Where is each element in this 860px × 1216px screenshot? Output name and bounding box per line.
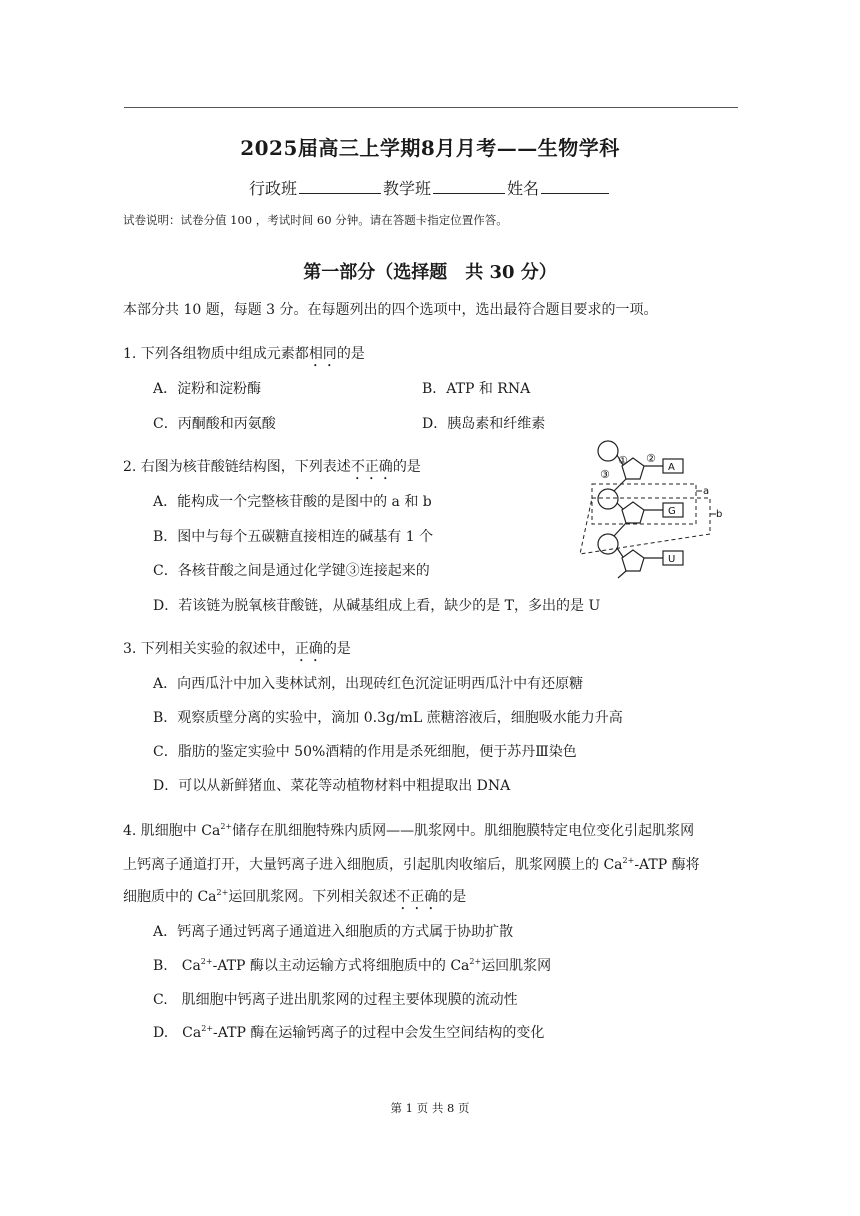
q1-option-c[interactable]: C．丙酮酸和丙氨酸: [153, 416, 276, 432]
q4-text: 储存在肌细胞特殊内质网——肌浆网中。肌细胞膜特定电位变化引起肌浆网: [232, 823, 695, 839]
q4-option-b[interactable]: [153, 955, 551, 975]
q3-option-c[interactable]: C．脂肪的鉴定实验中 50%酒精的作用是杀死细胞，便于苏丹Ⅲ染色: [153, 744, 577, 760]
base-label: A: [668, 462, 675, 473]
q2-option-a[interactable]: A．能构成一个完整核苷酸的是图中的 a 和 b: [153, 494, 432, 510]
superscript: 2+: [220, 822, 233, 831]
q2-option-c[interactable]: C．各核苷酸之间是通过化学键③连接起来的: [153, 563, 430, 579]
q3-option-a[interactable]: A．向西瓜汁中加入斐林试剂，出现砖红色沉淀证明西瓜汁中有还原糖: [153, 676, 584, 692]
phosphate-circle: [598, 489, 618, 509]
q1-option-b[interactable]: B．ATP 和 RNA: [422, 381, 531, 397]
q2-option-d[interactable]: D．若该链为脱氧核苷酸链，从碱基组成上看，缺少的是 T，多出的是 U: [153, 598, 601, 614]
admin-class-blank[interactable]: [299, 179, 381, 194]
q1-stem-text: 1. 下列各组物质中组成元素都: [123, 346, 309, 362]
base-label: U: [668, 554, 676, 565]
q4-text: 4. 肌细胞中 Ca: [123, 823, 221, 839]
q1-option-a[interactable]: A．淀粉和淀粉酶: [153, 381, 262, 397]
teach-class-label: 教学班: [382, 179, 431, 198]
q3-stem-end: 的是: [322, 641, 351, 657]
q1-stem: [123, 343, 365, 370]
q4-option-c[interactable]: C. 肌细胞中钙离子进出肌浆网的过程主要体现膜的流动性: [153, 992, 518, 1008]
q4-stem-emphasis: 不正确: [396, 889, 439, 905]
q1-stem-emphasis: 相同: [308, 346, 337, 362]
q4-stem-line3: [123, 886, 466, 913]
q4-text: -ATP 酶将: [634, 857, 700, 873]
q4-option-text: -ATP 酶在运输钙离子的过程中会发生空间结构的变化: [213, 1025, 545, 1041]
superscript: 2+: [622, 856, 635, 865]
region-a-box: [592, 484, 696, 524]
q1-option-d[interactable]: D．胰岛素和纤维素: [422, 416, 546, 432]
q2-stem: [123, 456, 421, 483]
exam-note: 试卷说明：试卷分值 100 ，考试时间 60 分钟。请在答题卡指定位置作答。: [123, 213, 508, 227]
q4-text: 细胞质中的 Ca: [123, 889, 217, 905]
student-info-line: [0, 176, 860, 199]
q2-stem-end: 的是: [392, 459, 421, 475]
region-a-label: a: [703, 486, 710, 497]
q3-stem-text: 3. 下列相关实验的叙述中，: [123, 641, 295, 657]
superscript: 2+: [469, 957, 482, 966]
admin-class-label: 行政班: [248, 179, 297, 198]
nucleotide-chain-figure: [570, 436, 730, 586]
q4-stem-line2: [123, 854, 700, 874]
header-rule: [124, 107, 738, 108]
exam-title: 2025届高三上学期8月月考——生物学科: [240, 136, 620, 160]
teach-class-blank[interactable]: [433, 179, 505, 194]
q4-text: 运回肌浆网。下列相关叙述: [228, 889, 397, 905]
phosphate-circle: [598, 441, 618, 461]
marker-2: ②: [646, 452, 656, 465]
q4-option-text: D. Ca: [153, 1025, 202, 1041]
q3-option-b[interactable]: B．观察质壁分离的实验中，滴加 0.3g/mL 蔗糖溶液后，细胞吸水能力升高: [153, 710, 623, 726]
name-label: 姓名: [507, 179, 540, 198]
q4-option-text: B. Ca: [153, 958, 201, 974]
marker-3: ③: [600, 468, 610, 481]
region-b-label: b: [716, 509, 723, 520]
superscript: 2+: [201, 1024, 214, 1033]
superscript: 2+: [216, 888, 229, 897]
pentose-sugar: [622, 550, 644, 571]
name-blank[interactable]: [541, 179, 609, 194]
q3-stem-emphasis: 正确: [294, 641, 323, 657]
q3-stem: [123, 638, 351, 665]
q2-option-b[interactable]: B．图中与每个五碳糖直接相连的碱基有 1 个: [153, 529, 434, 545]
q4-text: 的是: [438, 889, 467, 905]
part1-intro: 本部分共 10 题，每题 3 分。在每题列出的四个选项中，选出最符合题目要求的一项。: [123, 302, 658, 318]
base-label: G: [668, 506, 676, 517]
phosphate-circle: [598, 534, 618, 554]
part1-title: 第一部分（选择题 共 30 分）: [303, 262, 557, 283]
q2-stem-emphasis: 不正确: [350, 459, 393, 475]
q1-stem-end: 的是: [336, 346, 365, 362]
q4-option-d[interactable]: [153, 1022, 544, 1042]
pentose-sugar: [622, 502, 644, 523]
q4-option-text: 运回肌浆网: [481, 958, 552, 974]
superscript: 2+: [200, 957, 213, 966]
q4-option-a[interactable]: A．钙离子通过钙离子通道进入细胞质的方式属于协助扩散: [153, 924, 514, 940]
q4-stem-line1: [123, 820, 694, 840]
region-b-box: [580, 498, 710, 554]
q2-stem-text: 2. 右图为核苷酸链结构图，下列表述: [123, 459, 351, 475]
page-footer: 第 1 页 共 8 页: [390, 1101, 470, 1115]
q4-option-text: -ATP 酶以主动运输方式将细胞质中的 Ca: [212, 958, 470, 974]
q3-option-d[interactable]: D．可以从新鲜猪血、菜花等动植物材料中粗提取出 DNA: [153, 778, 511, 794]
q4-text: 上钙离子通道打开，大量钙离子进入细胞质，引起肌肉收缩后，肌浆网膜上的 Ca: [123, 857, 623, 873]
marker-1: ①: [618, 454, 628, 467]
